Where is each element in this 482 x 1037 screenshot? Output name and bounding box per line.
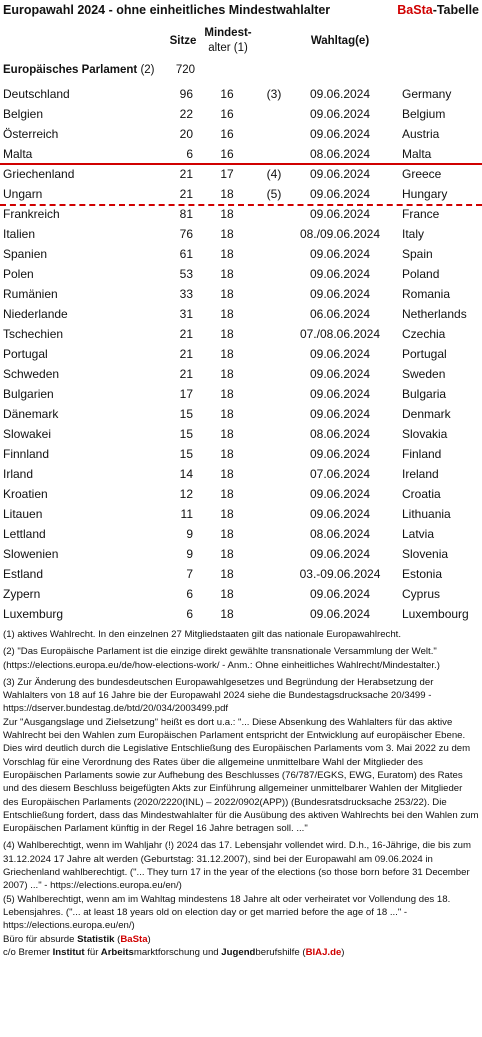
footer-inst-b: Institut (52, 946, 85, 958)
election-date-cell: 09.06.2024 (309, 607, 371, 621)
min-age-cell: 18 (220, 467, 234, 481)
min-age-cell: 18 (220, 347, 234, 361)
footer-office-b: Statistik (77, 933, 115, 945)
min-age-cell: 16 (220, 147, 234, 161)
election-date-cell: 09.06.2024 (309, 367, 371, 381)
country-name-en: Denmark (402, 407, 451, 421)
header-min-age-line1: Mindest- (204, 27, 252, 39)
min-age-cell: 18 (220, 567, 234, 581)
eu-parliament-label (3, 64, 155, 76)
country-name-en: Luxembourg (402, 607, 469, 621)
election-date-cell: 09.06.2024 (309, 187, 371, 201)
min-age-cell: 18 (220, 367, 234, 381)
min-age-cell: 18 (220, 247, 234, 261)
min-age-cell: 16 (220, 107, 234, 121)
eu-parliament-name: Europäisches Parlament (3, 64, 138, 76)
election-date-cell: 09.06.2024 (309, 347, 371, 361)
election-date-cell: 09.06.2024 (309, 167, 371, 181)
seats-cell: 21 (179, 167, 193, 181)
country-name-de: Bulgarien (3, 387, 54, 401)
brand-suffix: -Tabelle (432, 3, 479, 17)
table-row (0, 404, 482, 424)
country-name-de: Lettland (3, 527, 46, 541)
country-name-en: Italy (402, 227, 425, 241)
seats-cell: 12 (179, 487, 193, 501)
header-min-age-line2: alter (1) (208, 42, 248, 54)
footnote-2: (2) "Das Europäische Parlament ist die einzige direkt gewählte transnationale Versammlung der Welt." (https://elections.europa.eu/de/how-elections-work/ - Anm.: Ohne einheitliches Wahlrecht/Mindestalter.) (3, 646, 440, 671)
footer-inst-a: c/o Bremer (3, 946, 50, 958)
min-age-cell: 18 (220, 587, 234, 601)
table-row (0, 84, 482, 104)
country-name-de: Schweden (3, 367, 60, 381)
country-name-de: Polen (3, 267, 34, 281)
country-name-en: Romania (402, 287, 451, 301)
table-row (0, 164, 482, 184)
seats-cell: 9 (186, 547, 193, 561)
seats-cell: 7 (186, 567, 193, 581)
country-name-de: Finnland (3, 447, 50, 461)
footnote-4: (4) Wahlberechtigt, wenn im Wahljahr (!) 2024 das 17. Lebensjahr vollendet wird. D.h., 16-Jährige, die bis zum 31.12.2024 17 Jahre alt werden (Geburtstag: 31.12.2007), sind bei der Europawahl am 09.06.2024 in Griechenland wahlberechtigt. ("... They turn 17 in the year of the elections (so those born before 31 December 2007) ..." - https://elections.europa.eu/en/) (3, 840, 472, 892)
seats-cell: 11 (180, 507, 193, 521)
footer-office-basta: BaSta (120, 933, 148, 945)
table-row (0, 524, 482, 544)
footer-inst-link[interactable]: BIAJ.de (305, 946, 342, 958)
min-age-cell: 17 (220, 167, 234, 181)
election-date-cell: 09.06.2024 (309, 287, 371, 301)
country-name-en: Slovakia (402, 427, 448, 441)
table-row (0, 324, 482, 344)
seats-cell: 20 (179, 127, 193, 141)
country-name-de: Litauen (3, 507, 43, 521)
country-name-de: Italien (3, 227, 36, 241)
page-title: Europawahl 2024 - ohne einheitliches Mindestwahlalter (3, 3, 331, 17)
seats-cell: 15 (179, 427, 193, 441)
country-name-en: Austria (402, 127, 440, 141)
seats-cell: 6 (186, 607, 193, 621)
footer-inst-c: für (87, 946, 99, 958)
note-ref-cell: (4) (266, 167, 282, 181)
country-name-de: Estland (3, 567, 44, 581)
table-row (0, 264, 482, 284)
min-age-cell: 18 (220, 267, 234, 281)
election-date-cell: 09.06.2024 (309, 207, 371, 221)
table-row (0, 384, 482, 404)
min-age-cell: 18 (220, 547, 234, 561)
seats-cell: 22 (179, 107, 193, 121)
country-name-en: Slovenia (402, 547, 449, 561)
country-name-de: Kroatien (3, 487, 48, 501)
election-date-cell: 09.06.2024 (309, 247, 371, 261)
table-row (0, 504, 482, 524)
country-name-en: Poland (402, 267, 440, 281)
min-age-cell: 18 (220, 307, 234, 321)
min-age-cell: 18 (220, 427, 234, 441)
election-date-cell: 09.06.2024 (309, 87, 371, 101)
min-age-cell: 18 (220, 527, 234, 541)
min-age-cell: 18 (220, 327, 234, 341)
country-name-en: Finland (402, 447, 442, 461)
table-row (0, 604, 482, 624)
table-row (0, 424, 482, 444)
seats-cell: 21 (179, 347, 193, 361)
country-name-en: Bulgaria (402, 387, 447, 401)
brand-label (397, 3, 479, 17)
seats-cell: 17 (179, 387, 193, 401)
election-date-cell: 06.06.2024 (309, 307, 371, 321)
election-date-cell: 08./09.06.2024 (299, 227, 381, 241)
table-row (0, 224, 482, 244)
min-age-cell: 18 (220, 207, 234, 221)
election-date-cell: 09.06.2024 (309, 547, 371, 561)
min-age-cell: 18 (220, 407, 234, 421)
country-name-de: Dänemark (3, 407, 59, 421)
country-name-en: Greece (402, 167, 442, 181)
country-name-de: Zypern (3, 587, 41, 601)
election-date-cell: 08.06.2024 (309, 527, 371, 541)
country-name-en: Netherlands (402, 307, 467, 321)
country-name-de: Irland (3, 467, 34, 481)
footer-inst-d: Arbeits (100, 946, 134, 958)
separator-age-16 (0, 163, 482, 165)
country-name-de: Belgien (3, 107, 44, 121)
header-seats: Sitze (169, 35, 197, 47)
election-date-cell: 09.06.2024 (309, 387, 371, 401)
seats-cell: 14 (179, 467, 193, 481)
country-name-en: Czechia (402, 327, 446, 341)
election-date-cell: 09.06.2024 (309, 127, 371, 141)
country-name-de: Frankreich (3, 207, 60, 221)
country-name-en: Spain (402, 247, 433, 261)
country-name-de: Ungarn (3, 187, 43, 201)
min-age-cell: 18 (220, 387, 234, 401)
separator-age-17 (0, 204, 482, 206)
election-date-cell: 08.06.2024 (309, 147, 371, 161)
footnote-1: (1) aktives Wahlrecht. In den einzelnen 27 Mitgliedstaaten gilt das nationale Europawahlrecht. (3, 629, 402, 640)
country-name-de: Portugal (3, 347, 48, 361)
election-date-cell: 07./08.06.2024 (299, 327, 381, 341)
election-date-cell: 03.-09.06.2024 (299, 567, 381, 581)
min-age-cell: 18 (220, 287, 234, 301)
min-age-cell: 18 (220, 487, 234, 501)
country-name-de: Slowenien (3, 547, 59, 561)
seats-cell: 21 (179, 327, 193, 341)
country-name-en: Estonia (402, 567, 443, 581)
footer-office: Büro für absurde Statistik (BaSta) (3, 933, 151, 945)
election-date-cell: 07.06.2024 (309, 467, 371, 481)
note-ref-cell: (3) (266, 87, 282, 101)
table-row (0, 284, 482, 304)
header-date: Wahltag(e) (310, 35, 370, 47)
seats-cell: 15 (179, 447, 193, 461)
country-name-de: Slowakei (3, 427, 52, 441)
country-name-de: Malta (3, 147, 33, 161)
eu-parliament-ref: (2) (140, 64, 155, 76)
table-row (0, 344, 482, 364)
seats-cell: 15 (179, 407, 193, 421)
seats-cell: 96 (179, 87, 193, 101)
election-date-cell: 09.06.2024 (309, 507, 371, 521)
country-name-de: Niederlande (3, 307, 68, 321)
footer-inst-g: berufshilfe (255, 946, 300, 958)
country-name-en: Ireland (402, 467, 439, 481)
country-name-de: Rumänien (3, 287, 58, 301)
country-name-en: Sweden (402, 367, 446, 381)
min-age-cell: 18 (220, 187, 234, 201)
country-name-de: Griechenland (3, 167, 75, 181)
table-row (0, 464, 482, 484)
country-name-de: Deutschland (3, 87, 70, 101)
footnote-3: (3) Zur Änderung des bundesdeutschen Europawahlgesetzes und Begründung der Herabsetzung der Wahlalters von 18 auf 16 Jahre bie der Europawahl 2024 siehe die Bundestagsdrucksache 20/3499 - https://dserver.bundestag.de/btd/20/034/2003499.pdf (3, 676, 434, 715)
footer-institute: c/o Bremer Institut für Arbeitsmarktforschung und Jugendberufshilfe (BIAJ.de) (3, 946, 345, 958)
country-name-en: Malta (402, 147, 432, 161)
footnote-5: (5) Wahlberechtigt, wenn am im Wahltag mindestens 18 Jahre alt oder verheiratet vor Vollendung des 18. Lebensjahres. ("... at least 18 years old on election day or get married before the age of 18 ..." - https://elections.europa.eu/en/) (3, 893, 451, 932)
seats-cell: 31 (179, 307, 193, 321)
seats-cell: 21 (179, 367, 193, 381)
table-row (0, 304, 482, 324)
election-date-cell: 09.06.2024 (309, 407, 371, 421)
election-date-cell: 09.06.2024 (309, 587, 371, 601)
election-date-cell: 09.06.2024 (309, 447, 371, 461)
table-row (0, 144, 482, 164)
election-date-cell: 09.06.2024 (309, 267, 371, 281)
min-age-cell: 18 (220, 227, 234, 241)
election-date-cell: 09.06.2024 (309, 107, 371, 121)
table-row (0, 184, 482, 204)
country-name-en: Latvia (402, 527, 435, 541)
seats-cell: 53 (179, 267, 193, 281)
table-row (0, 584, 482, 604)
seats-cell: 61 (179, 247, 193, 261)
eu-parliament-seats: 720 (175, 64, 195, 76)
country-name-en: Portugal (402, 347, 447, 361)
country-name-en: Germany (402, 87, 452, 101)
seats-cell: 81 (179, 207, 193, 221)
country-name-de: Tschechien (3, 327, 64, 341)
seats-cell: 33 (179, 287, 193, 301)
footnotes (3, 628, 479, 959)
country-name-de: Luxemburg (3, 607, 64, 621)
min-age-cell: 18 (220, 447, 234, 461)
country-name-de: Österreich (3, 127, 59, 141)
country-name-en: Belgium (402, 107, 446, 121)
table-row (0, 484, 482, 504)
min-age-cell: 16 (220, 127, 234, 141)
seats-cell: 21 (179, 187, 193, 201)
country-name-en: Croatia (402, 487, 441, 501)
seats-cell: 9 (186, 527, 193, 541)
table-row (0, 544, 482, 564)
election-date-cell: 08.06.2024 (309, 427, 371, 441)
seats-cell: 6 (186, 147, 193, 161)
table-row (0, 124, 482, 144)
election-date-cell: 09.06.2024 (309, 487, 371, 501)
brand-basta: BaSta (397, 3, 433, 17)
note-ref-cell: (5) (266, 187, 282, 201)
country-name-de: Spanien (3, 247, 48, 261)
seats-cell: 6 (186, 587, 193, 601)
header-min-age (200, 26, 256, 56)
min-age-cell: 18 (220, 507, 234, 521)
min-age-cell: 16 (220, 87, 234, 101)
table-row (0, 444, 482, 464)
country-name-en: Hungary (402, 187, 448, 201)
min-age-cell: 18 (220, 607, 234, 621)
country-name-en: France (402, 207, 440, 221)
footer-inst-f: Jugend (221, 946, 256, 958)
table-row (0, 364, 482, 384)
country-name-en: Lithuania (402, 507, 451, 521)
table-row (0, 244, 482, 264)
table-row (0, 564, 482, 584)
footnote-3-quote: Zur "Ausgangslage und Zielsetzung" heißt es dort u.a.: "... Diese Absenkung des Wahlalters für das aktive Wahlrecht bei den Wahlen zum Europäischen Parlament entspricht der Entwicklung auf europäischer Ebene. Dies wird deutlich durch die Legislative Entschließung des Europäischen Parlaments vom 3. Mai 2022 zu dem Vorschlag für eine Verordnung des Rates über die allgemeine unmittelbare Wahl der Mitglieder des Europäischen Parlaments sowie zur Aufhebung des Beschlusses (76/787/EGKS, EWG, Euratom) des Rates und des diesem Beschluss beigefügten Akts zur Einführung allgemeiner unmittelbarer Wahlen der Mitglieder des Europäischen Parlaments (2020/2220(INL) – 2022/0902(APP)) (Bundesratsdrucksache 253/22). Die Entschließung fordert, dass das Mindestwahlalter für die Ausübung des aktiven Wahlrechts bei den Wahlen zum Europäischen Parlament künftig in der Regel 16 Jahre betragen soll. ..." (3, 716, 479, 835)
table-row (0, 204, 482, 224)
table-row (0, 104, 482, 124)
country-table (0, 84, 482, 624)
footer-office-a: Büro für absurde (3, 933, 75, 945)
footer-inst-e: marktforschung und (133, 946, 219, 958)
seats-cell: 76 (179, 227, 193, 241)
country-name-en: Cyprus (402, 587, 441, 601)
